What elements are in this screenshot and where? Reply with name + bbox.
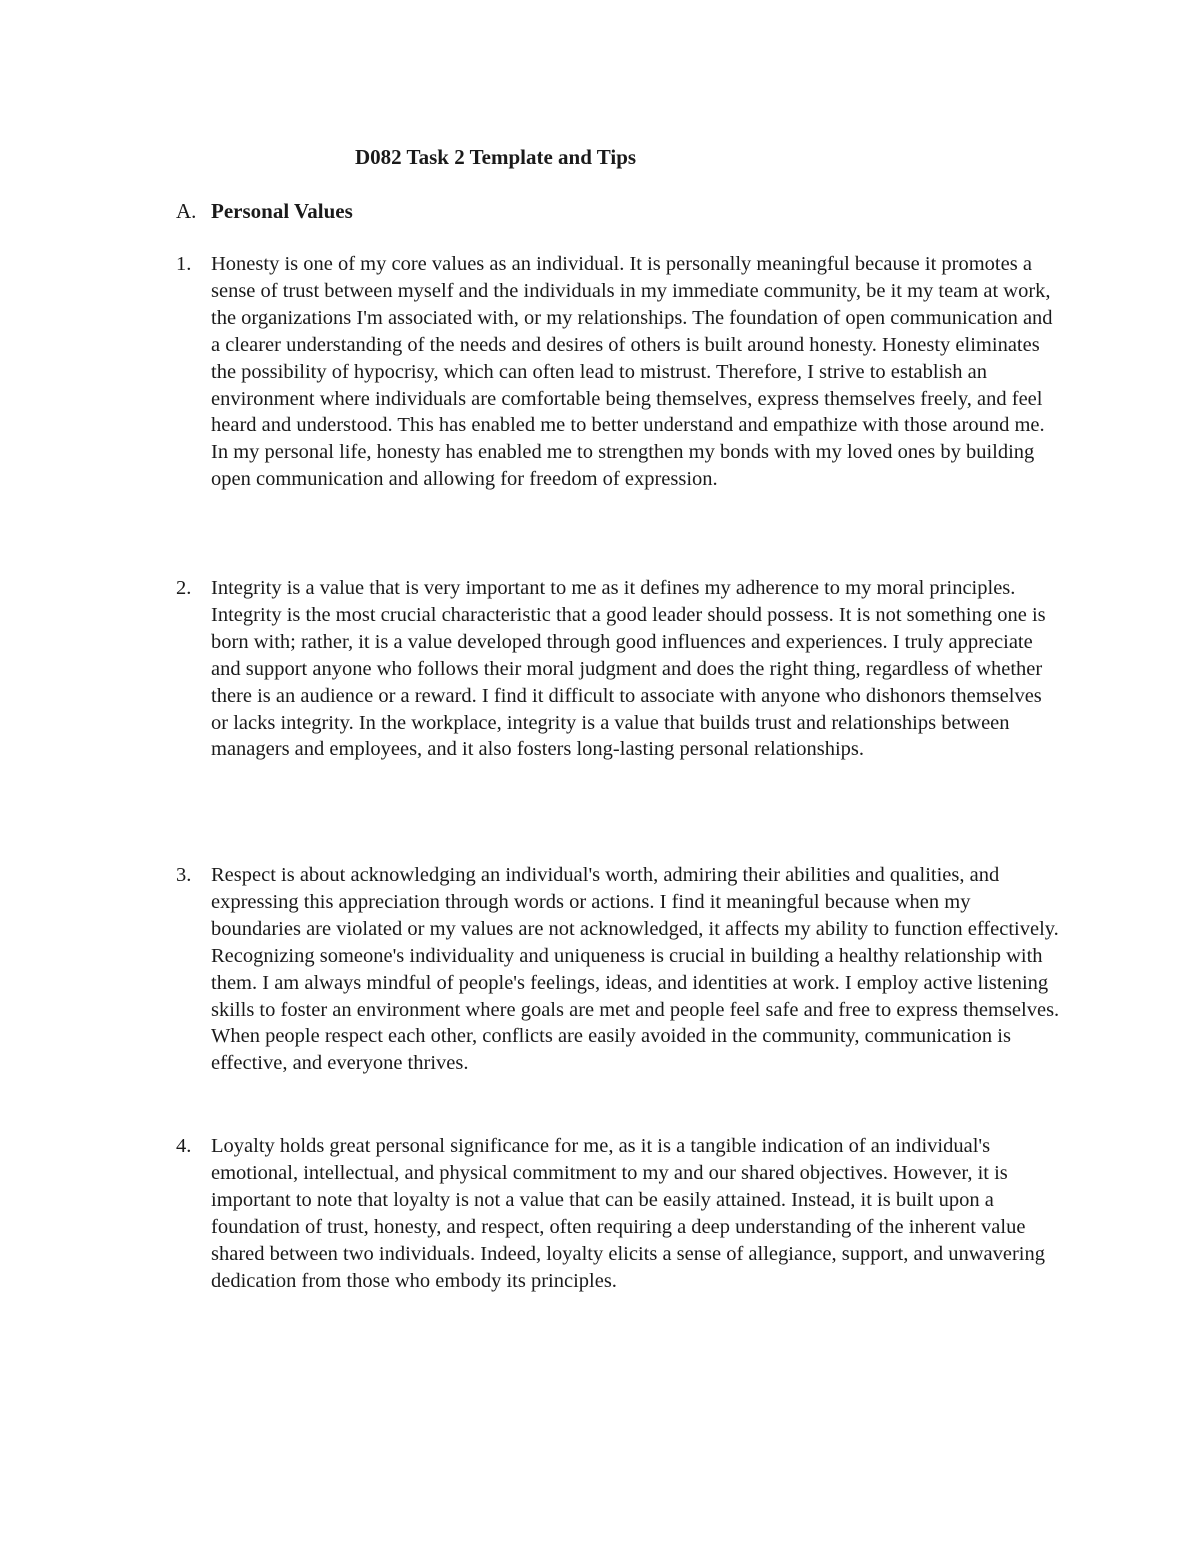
section-heading-text: Personal Values [211, 199, 353, 223]
list-item-respect [176, 862, 1066, 1077]
section-heading [176, 196, 353, 226]
section-marker: A. [176, 199, 197, 223]
document-title: D082 Task 2 Template and Tips [355, 145, 637, 169]
list-item-text: Integrity is a value that is very important to me as it defines my adherence to my moral principles. Integrity is the most crucial characteristic that a good leader should possess. It is not something one is born with; rather, it is a value developed through good influences and experiences. I truly appreciate and support anyone who follows their moral judgment and does the right thing, regardless of whether there is an audience or a reward. I find it difficult to associate with anyone who dishonors themselves or lacks integrity. In the workplace, integrity is a value that builds trust and relationships between managers and employees, and it also fosters long-lasting personal relationships. [211, 577, 1046, 761]
list-item-number: 3. [176, 864, 192, 886]
list-item-text: Respect is about acknowledging an individual's worth, admiring their abilities and qualities, and expressing this appreciation through words or actions. I find it meaningful because when my boundaries are violated or my values are not acknowledged, it affects my ability to function effectively. Recognizing someone's individuality and uniqueness is crucial in building a healthy relationship with them. I am always mindful of people's feelings, ideas, and identities at work. I employ active listening skills to foster an environment where goals are met and people feel safe and free to express themselves. When people respect each other, conflicts are easily avoided in the community, communication is effective, and everyone thrives. [211, 864, 1060, 1075]
list-item-number: 1. [176, 253, 192, 275]
list-item-text: Honesty is one of my core values as an individual. It is personally meaningful because it promotes a sense of trust between myself and the individuals in my immediate community, be it my team at work, the organizations I'm associated with, or my relationships. The foundation of open communication and a clearer understanding of the needs and desires of others is built around honesty. Honesty eliminates the possibility of hypocrisy, which can often lead to mistrust. Therefore, I strive to establish an environment where individuals are comfortable being themselves, express themselves freely, and feel heard and understood. This has enabled me to better understand and empathize with those around me. In my personal life, honesty has enabled me to strengthen my bonds with my loved ones by building open communication and allowing for freedom of expression. [211, 253, 1053, 491]
list-item-honesty [176, 251, 1066, 493]
list-item-integrity [176, 575, 1066, 763]
list-item-text: Loyalty holds great personal significance for me, as it is a tangible indication of an individual's emotional, intellectual, and physical commitment to my and our shared objectives. However, it is important to note that loyalty is not a value that can be easily attained. Instead, it is built upon a foundation of trust, honesty, and respect, often requiring a deep understanding of the inherent value shared between two individuals. Indeed, loyalty elicits a sense of allegiance, support, and unwavering dedication from those who embody its principles. [211, 1135, 1045, 1292]
list-item-loyalty [176, 1133, 1066, 1294]
list-item-number: 2. [176, 577, 192, 599]
list-item-number: 4. [176, 1135, 192, 1157]
